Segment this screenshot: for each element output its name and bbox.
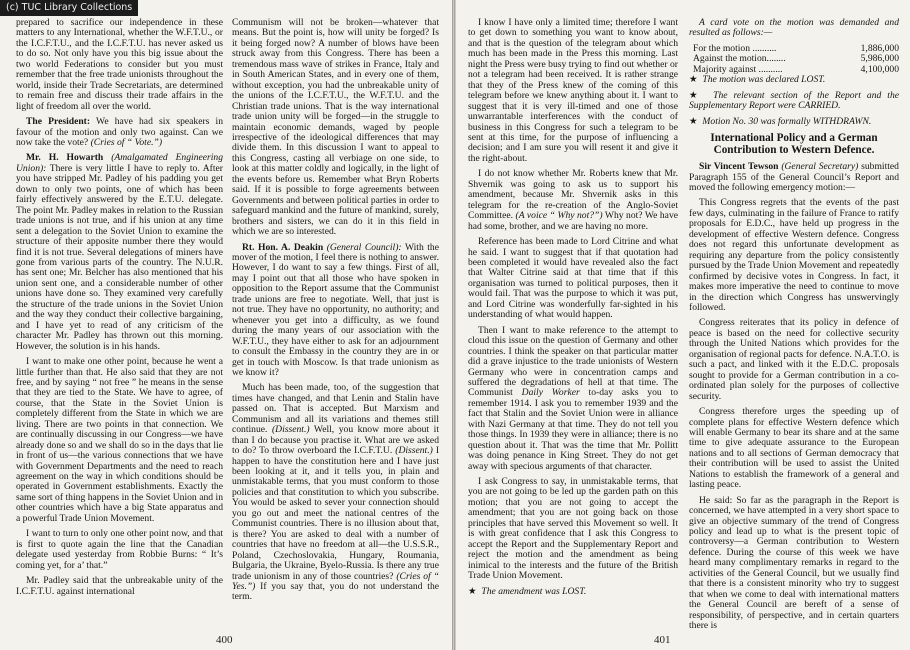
paragraph: Communism will not be broken—whatever that means. But the point is, how will unity be forged? Is it being forged now? A number of blows have been struck away from this Congress. There has been a tremendous mass wave of strikes in France, Italy and in South American States, and in every one of them, without exception, you had the unbreakable unity of the unions of the I.C.F.T.U., the W.F.T.U. and the Christian trade unions. That is the way international trade union unity will be forged—in the struggle to maintain economic demands, waged by people irrespective of the ideological differences that may divide them. In this discussion I want to appeal to this Congress, casting all verbiage on one side, to look at this matter coldly and logically, in the light of the events before us. Remember what Bryn Roberts said. If it is possible to forge agreements between Governments and between political parties in order to safeguard mankind and the future of mankind, surely, brothers and sisters, we can do it in this field in which we are so interested. [232, 18, 439, 238]
paragraph: I want to turn to only one other point now, and that is first to quote again the line that the Canadian delegate used yesterday from Robbie Burns: “ It’s coming yet, for a’ that.” [16, 528, 223, 571]
vote-row: For the motion .......... 1,886,000 [693, 42, 899, 54]
vote-row: Majority against .......... 4,100,000 [693, 63, 899, 75]
interjection: (A voice “ Why not?”) [515, 210, 603, 222]
paragraph: prepared to sacrifice our independence in these matters to any International, whether the W.F.T.U., or the I.C.F.T.U., and the I.C.F.T.U. has never asked us to do so. Not only have you this big issue about the two world Federations to consider but you must remember that the free trade unionists throughout the world, inside their Trade Secretariats, are determined to remain free and discuss their trade affairs in the light of freedom all over the world. [16, 18, 223, 112]
result-note: ★ The relevant section of the Report and the Supplementary Report were CARRIED. [689, 89, 899, 112]
newspaper-title: Daily Worker [521, 387, 580, 399]
right-page [455, 0, 910, 650]
star-icon: ★ [689, 115, 698, 127]
speaker-affiliation: (General Secretary) [781, 161, 859, 173]
motion-paragraph: Congress reiterates that its policy in defence of peace is based on the need for collective security through the United Nations which provides for the organisation of regional pacts for defence. N.A.T.O. is such a pact, and linked with it the E.D.C. proposals sought to provide for a German contribution in a co-ordinated plan solely for the purposes of collective security. [689, 317, 899, 402]
speech-paragraph [16, 117, 223, 148]
speaker-name: The President: [26, 116, 91, 128]
speaker-name: Rt. Hon. A. Deakin [242, 241, 324, 253]
page-number: 401 [654, 634, 671, 646]
result-note: ★ The amendment was LOST. [468, 585, 587, 597]
section-heading: International Policy and a German Contribution to Western Defence. [710, 132, 878, 157]
speaker-name: Mr. H. Howarth [26, 152, 104, 164]
speech-paragraph [16, 153, 223, 352]
left-page [0, 0, 453, 650]
result-note: ★ The motion was declared LOST. [689, 74, 826, 86]
interjection: (Dissent.) [271, 424, 310, 436]
star-icon: ★ [689, 89, 702, 101]
motion-paragraph: Congress therefore urges the speeding up of complete plans for effective Western defence which will enable Germany to bear its share and at the same time to give adequate assurance to the European nations and to all sections of German democracy that their contribution will be used to assist the United Nations to establish the framework of a general and lasting peace. [689, 406, 899, 491]
paragraph: I know I have only a limited time; therefore I want to get down to something you want to know about, and that is the question of the telegram about which much has been made in the Press this morning. Last night the Press were busy trying to find out whether or not a telegram had been received. It is rather strange that they of the Press knew of the coming of this telegram before we knew anything about it. I want to suggest that it is very ill-timed and one of those unwarrantable interferences with the conduct of business in this Congress for such a telegram to be sent at this time, for the purpose of influencing a decision; and I am sure you will resent it and give it the right-about. [468, 18, 678, 164]
left-page-column-1 [16, 18, 223, 630]
speaker-name: Sir Vincent Tewson [699, 161, 779, 173]
vote-table [689, 44, 899, 75]
paragraph: He said: So far as the paragraph in the Report is concerned, we have attempted in a very short space to give an objective summary of the trend of Congress policy and lead up to what is the present topic of controversy—a German contribution to Western defence. During the course of this week we have heard many complimentary remarks in regard to the activities of the General Council, but we usually find that there is a consistent minority who try to suggest that when we come to deal with international matters the General Council are bereft of a sense of responsibility, of perspective, and in certain quarters there is [689, 494, 899, 630]
left-page-column-2 [232, 18, 439, 630]
speech-text: With the mover of the motion, I feel there is nothing to answer. However, I do want to say a few things. First of all, may I point out that all those who have spoken in opposition to the Report assume that the Communist trade unions are free to negotiate. Well, that just is not true. They have no opportunity, no authority; and whenever you get into a difficulty, as we found during the many years of our association with the W.F.T.U., they have either to ask for an adjournment to consult the Embassy in the country they are in or get in touch with Moscow. Is that trade unionism as we know it? [232, 241, 439, 378]
paragraph: I do not know whether Mr. Roberts knew that Mr. Shvernik was going to ask us to support his amendment, because Mr. Shvernik asks in this telegram for the re-creation of the Anglo-Soviet Committee. (A voice “ Why not?”) Why not? We have had some, brother, and we are having no more. [468, 168, 678, 232]
collection-watermark: (c) TUC Library Collections [0, 0, 138, 16]
vote-heading: A card vote on the motion was demanded and resulted as follows:— [689, 18, 899, 39]
result-note: ★ Motion No. 30 was formally WITHDRAWN. [689, 115, 872, 127]
paragraph: Reference has been made to Lord Citrine and what he said. I want to suggest that if that quotation had been completed it would have revealed also the fact that Walter Citrine said at that time that if this organisation was turned to political purposes, then it would fail. That was the purpose to which it was put, and Lord Citrine was wonderfully far-sighted in his understanding of what would happen. [468, 236, 678, 321]
speech-text: We have had six speakers in favour of the motion and only two against. Can we now take the vote? [16, 116, 223, 148]
speech-text: There is very little I have to reply to. After you have stripped Mr. Padley of his padding you get down to only two points, one of which has been fairly effectively answered by the E.T.U. delegate. The point Mr. Padley makes in relation to the Russian trade unions is not true, and if his union at any time sent a delegation to the Soviet Union to examine the structure of their apposite number there they would find it is not true. Several delegations of miners have gone from various parts of the country. The N.U.R. has sent one; Mr. Belcher has also mentioned that his union sent one, and a considerable number of other unions have done so. They examined very carefully the structure of the trade unions in the Soviet Union and the way they conduct their collective bargaining, and I have yet to read of any criticism of the character Mr. Padley has thrown out this morning. However, the solution is in his hands. [16, 162, 223, 352]
paragraph: Mr. Padley said that the unbreakable unity of the I.C.F.T.U. against international [16, 575, 223, 597]
paragraph: Then I want to make reference to the attempt to cloud this issue on the question of Germany and other countries. I think the speaker on that particular matter did a grave injustice to the trade unionists of Western Germany who were in concentration camps and suffered the degradations of hell at that time. The Communist Daily Worker to-day asks you to remember 1914. I ask you to remember 1939 and the fact that Stalin and the Soviet Union were in alliance with Nazi Germany at that time. They do not tell you those things. In 1939 they were in alliance; there is no question about it. That was the time that Mr. Pollitt was doing penance in King Street. They do not get away with specious arguments of that character. [468, 324, 678, 472]
speech-paragraph [232, 243, 439, 379]
paragraph: I ask Congress to say, in unmistakable terms, that you are not going to be led up the garden path on this motion; that you are not going to accept the amendment; that you are not going back on those principles that have served this Movement so well. It is with great confidence that I ask this Congress to accept the Report and the Supplementary Report and reject the motion and the amendment as being inimical to the interests and the future of the British Trade Union Movement. [468, 476, 678, 582]
right-page-column-2 [689, 18, 899, 630]
interjection: (Dissent.) [395, 445, 433, 457]
interjection: (Cries of “ Yes.”) [232, 570, 439, 593]
right-page-column-1 [468, 18, 678, 630]
page-number: 400 [216, 634, 233, 646]
speaker-affiliation: (Amalgamated Engineering Union): [16, 152, 223, 174]
speech-text: submitted Paragraph 155 of the General Council’s Report and moved the following emergency motion:— [689, 161, 899, 193]
speaker-affiliation: (General Council): [326, 241, 402, 253]
motion-paragraph: This Congress regrets that the events of the past few days, culminating in the failure of France to ratify proposals for E.D.C., have held up progress in the development of effective Western defence. Congress does not regard this unfortunate development as requiring any departure from the policy consistently pursued by the Trade Union Movement and repeatedly confirmed by decisive votes in Congress. In fact, it makes more imperative the need to continue to move in the direction which Congress has unswervingly followed. [689, 197, 899, 313]
speech-paragraph [689, 162, 899, 193]
paragraph: Much has been made, too, of the suggestion that times have changed, and that Lenin and Stalin have passed on. That is accepted. But Marxism and Communism and all its variations and themes still continue. (Dissent.) Well, you know more about it than I do because you practise it. What are we asked to do? To throw overboard the I.C.F.T.U. (Dissent.) I happen to have the constitution here and I have just been looking at it, and it tells you, in plain and unmistakable terms, that you must conform to those policies and that constitution to which you subscribe. You would be asked to sever your connection should you go out and meet the national centres of the Communist countries. There is no illusion about that, is there? You are asked to deal with a number of countries that have no freedom at all—the U.S.S.R., Poland, Czechoslovakia, Hungary, Roumania, Bulgaria, the Ukraine, Byelo-Russia. Is there any true trade unionism in any of those countries? (Cries of “ Yes.”) If you say that, you do not understand the term. [232, 382, 439, 603]
vote-row: Against the motion........ 5,986,000 [693, 53, 899, 65]
star-icon: ★ [468, 585, 477, 597]
paragraph: I want to make one other point, because he went a little further than that. He also said that they are not free, and by saying “ not free ” he means in the sense that they are tied to the State. We have to agree, of course, that the State in the Soviet Union is completely different from the State in which we are living. There are two points in that connection. We are continually discussing in our Congress—we have already done so and we shall do so in the days that lie in front of us—the various connections that we have with Government Departments and the need to reach agreement on the way in which conditions should be operated in Government establishments. Exactly the same sort of thing happens in the Soviet Union and in other countries which have a big State apparatus and a powerful Trade Union Movement. [16, 356, 223, 524]
interjection: (Cries of “ Vote.”) [90, 136, 163, 148]
star-icon: ★ [689, 74, 698, 86]
